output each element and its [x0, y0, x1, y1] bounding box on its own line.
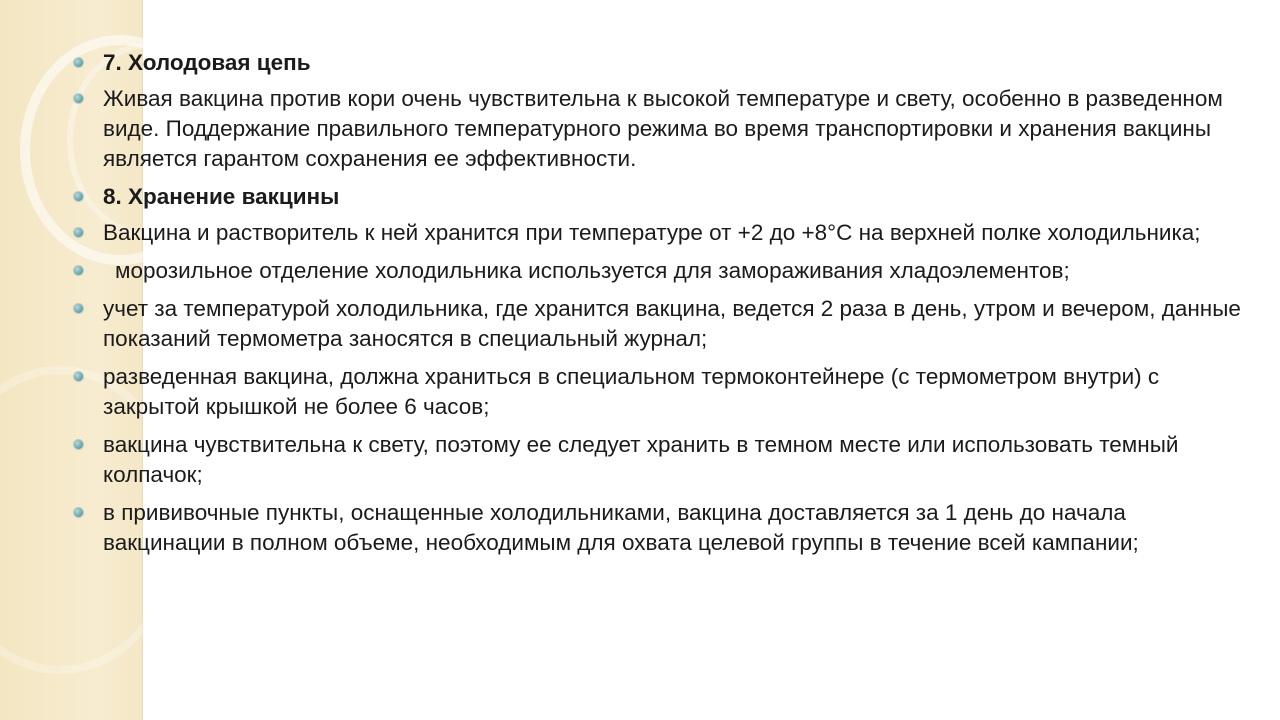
bullet-dot-icon [74, 58, 83, 67]
paragraph-text: разведенная вакцина, должна храниться в специальном термоконтейнере (с термометром внутри) с закрытой крышкой не более 6 часов; [103, 364, 1160, 419]
bullet-dot-icon [74, 266, 83, 275]
bullet-dot-icon [74, 508, 83, 517]
bullet-dot-icon [74, 372, 83, 381]
section-heading-vaccine-storage: 8. Хранение вакцины [103, 184, 340, 209]
paragraph-text: морозильное отделение холодильника используется для замораживания хладоэлементов; [115, 258, 1070, 283]
bullet-dot-icon [74, 94, 83, 103]
list-item [74, 48, 1254, 78]
list-item [74, 256, 1254, 286]
list-item [74, 294, 1254, 354]
paragraph-text: учет за температурой холодильника, где хранится вакцина, ведется 2 раза в день, утром и вечером, данные показаний термометра заносятся в специальный журнал; [103, 296, 1241, 351]
paragraph-text: Живая вакцина против кори очень чувствительна к высокой температуре и свету, особенно в разведенном виде. Поддержание правильного температурного режима во время транспортировки и хранения вакцины является гарантом сохранения ее эффективности. [103, 86, 1223, 171]
list-item [74, 84, 1254, 174]
bullet-dot-icon [74, 228, 83, 237]
list-item [74, 430, 1254, 490]
list-item [74, 218, 1254, 248]
list-item [74, 362, 1254, 422]
paragraph-text: вакцина чувствительна к свету, поэтому ее следует хранить в темном месте или использовать темный колпачок; [103, 432, 1179, 487]
slide-content [74, 48, 1254, 566]
bullet-dot-icon [74, 304, 83, 313]
section-heading-cold-chain: 7. Холодовая цепь [103, 50, 311, 75]
list-item [74, 182, 1254, 212]
list-item [74, 498, 1254, 558]
bullet-dot-icon [74, 440, 83, 449]
bullet-dot-icon [74, 192, 83, 201]
paragraph-text: Вакцина и растворитель к ней хранится при температуре от +2 до +8°С на верхней полке холодильника; [103, 220, 1201, 245]
paragraph-text: в прививочные пункты, оснащенные холодильниками, вакцина доставляется за 1 день до начала вакцинации в полном объеме, необходимым для охвата целевой группы в течение всей кампании; [103, 500, 1139, 555]
